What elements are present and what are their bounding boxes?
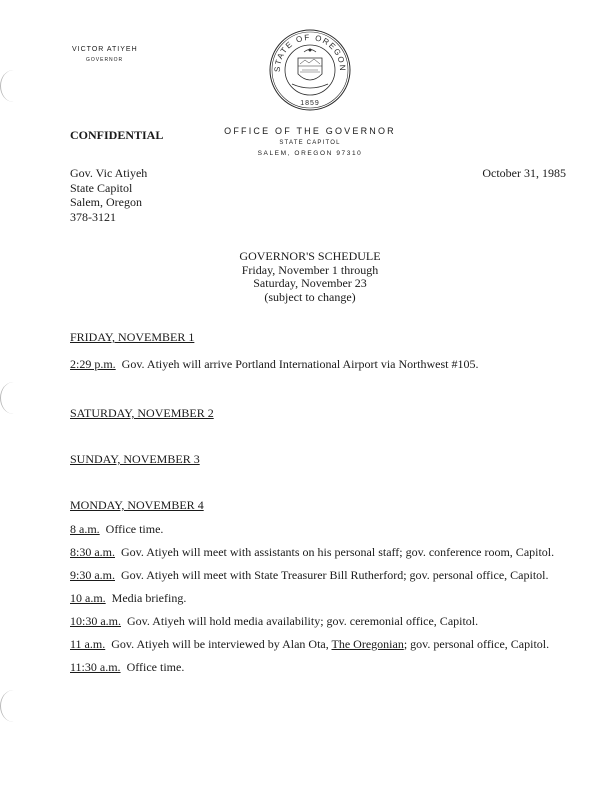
schedule-entry bbox=[70, 591, 570, 606]
schedule-entry bbox=[70, 568, 570, 583]
entry-time: 11 a.m. bbox=[70, 637, 106, 651]
punch-hole-mark bbox=[0, 690, 27, 722]
seal-top-text: STATE OF OREGON bbox=[272, 32, 348, 73]
entry-text: Office time. bbox=[126, 660, 185, 674]
entry-text: Gov. Atiyeh will be interviewed by Alan Ota, bbox=[111, 637, 332, 651]
entry-time: 2:29 p.m. bbox=[70, 357, 116, 371]
seal-year: 1859 bbox=[300, 100, 320, 107]
schedule-title: GOVERNOR'S SCHEDULE bbox=[239, 249, 381, 263]
entry-text: Gov. Atiyeh will hold media availability; gov. ceremonial office, Capitol. bbox=[127, 614, 479, 628]
entry-time: 9:30 a.m. bbox=[70, 568, 115, 582]
sender-line: Salem, Oregon bbox=[70, 195, 142, 209]
office-letterhead bbox=[210, 126, 410, 157]
entry-text: Media briefing. bbox=[111, 591, 187, 605]
entry-text: Gov. Atiyeh will meet with assistants on his personal staff; gov. conference room, Capitol. bbox=[121, 545, 555, 559]
svg-text:STATE OF OREGON bbox=[273, 33, 347, 72]
governor-title: GOVERNOR bbox=[86, 57, 124, 63]
confidential-label: CONFIDENTIAL bbox=[70, 128, 164, 142]
entry-time: 8 a.m. bbox=[70, 522, 100, 536]
day-heading-sunday: SUNDAY, NOVEMBER 3 bbox=[70, 452, 200, 466]
schedule-entry bbox=[70, 614, 570, 629]
schedule-entry bbox=[70, 357, 570, 372]
state-seal-icon bbox=[268, 28, 352, 112]
office-line2: STATE CAPITOL bbox=[279, 140, 341, 146]
entry-text: Office time. bbox=[105, 522, 164, 536]
sender-line: Gov. Vic Atiyeh bbox=[70, 166, 148, 180]
sender-address bbox=[70, 166, 147, 224]
governor-name: VICTOR ATIYEH bbox=[72, 46, 138, 53]
day-heading-monday: MONDAY, NOVEMBER 4 bbox=[70, 498, 204, 512]
day-heading-friday: FRIDAY, NOVEMBER 1 bbox=[70, 330, 195, 344]
office-line3: SALEM, OREGON 97310 bbox=[257, 150, 363, 157]
schedule-range-end: Saturday, November 23 bbox=[253, 276, 367, 290]
punch-hole-mark bbox=[0, 70, 27, 102]
punch-hole-mark bbox=[0, 382, 27, 414]
entry-time: 8:30 a.m. bbox=[70, 545, 115, 559]
entry-time: 10:30 a.m. bbox=[70, 614, 121, 628]
schedule-range-start: Friday, November 1 through bbox=[241, 262, 379, 277]
publication-name: The Oregonian bbox=[331, 637, 404, 651]
entry-time: 11:30 a.m. bbox=[70, 660, 121, 674]
letter-date: October 31, 1985 bbox=[482, 166, 566, 180]
schedule-entry bbox=[70, 522, 570, 537]
sender-line: State Capitol bbox=[70, 180, 133, 195]
day-heading-saturday: SATURDAY, NOVEMBER 2 bbox=[70, 406, 214, 420]
schedule-body bbox=[70, 330, 570, 675]
entry-text: ; gov. personal office, Capitol. bbox=[403, 637, 550, 651]
schedule-entry bbox=[70, 637, 570, 652]
entry-time: 10 a.m. bbox=[70, 591, 106, 605]
office-line1: OFFICE OF THE GOVERNOR bbox=[224, 126, 396, 136]
entry-text: Gov. Atiyeh will meet with State Treasurer Bill Rutherford; gov. personal office, Capitol. bbox=[121, 568, 549, 582]
sender-line: 378-3121 bbox=[70, 209, 116, 224]
schedule-entry bbox=[70, 545, 570, 560]
schedule-entry bbox=[70, 660, 570, 675]
entry-text: Gov. Atiyeh will arrive Portland International Airport via Northwest #105. bbox=[121, 357, 479, 371]
schedule-note: (subject to change) bbox=[264, 289, 356, 304]
schedule-header bbox=[200, 250, 420, 304]
